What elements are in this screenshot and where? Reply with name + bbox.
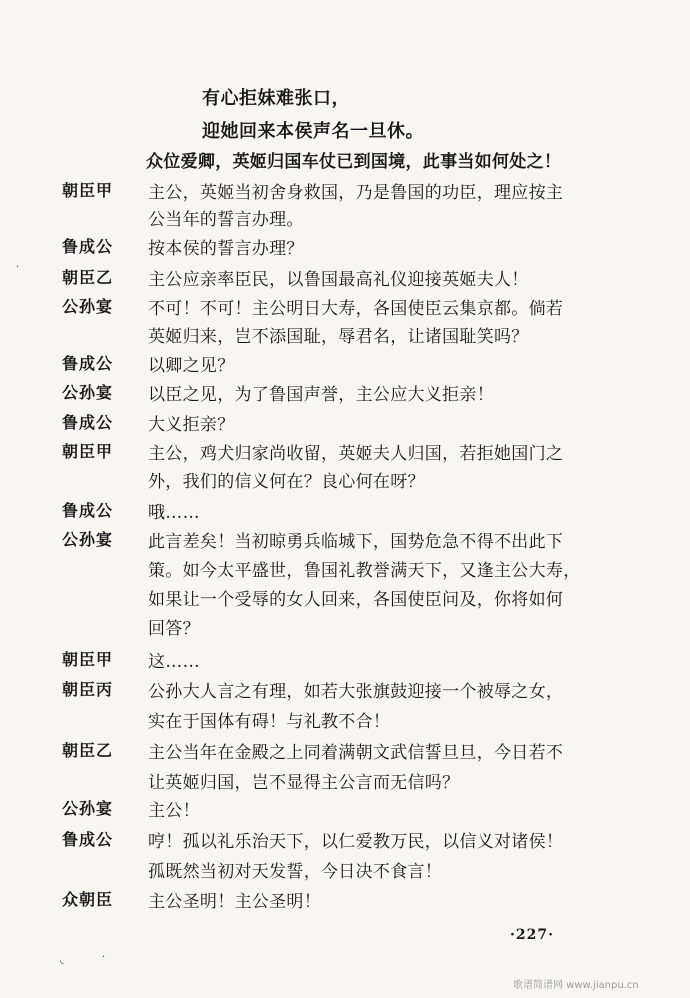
speaker-name: 朝臣丙 [62,680,114,699]
speech-line: 主公圣明！主公圣明！ [148,892,321,912]
speaker-name: 鲁成公 [62,354,114,373]
speech-line: 哼！孤以礼乐治天下，以仁爱教万民，以信义对诸侯！ [148,832,564,852]
speaker-name: 朝臣甲 [62,181,114,200]
speaker-name: 公孙宴 [62,530,114,549]
speech-line: 实在于国体有碍！与礼教不合！ [148,712,391,732]
page-number: ·227· [510,927,554,943]
verse-line-1: 有心拒妹难张口， [202,88,350,109]
speech-line: 按本侯的誓言办理？ [148,239,304,259]
speaker-name: 朝臣乙 [62,268,114,287]
speaker-name: 公孙宴 [62,297,114,316]
speech-line: 如果让一个受辱的女人回来，各国使臣问及，你将如何 [148,590,564,610]
speech-line: 主公当年在金殿之上同着满朝文武信誓旦旦，今日若不 [148,743,564,763]
speech-line: 公当年的誓言办理。 [148,210,304,230]
speech-line: 主公应亲率臣民，以鲁国最高礼仪迎接英姬夫人！ [148,270,529,290]
speech-line: 外，我们的信义何在？良心何在呀？ [148,472,425,492]
speech-line: 大义拒亲？ [148,415,235,435]
speaker-name: 朝臣甲 [62,650,114,669]
speech-line: 孤既然当初对天发誓，今日决不食言！ [148,862,443,882]
opening-line: 众位爱卿，英姬归国车仗已到国境，此事当如何处之！ [146,152,562,172]
speaker-name: 朝臣乙 [62,741,114,760]
speech-line: 以卿之见？ [148,356,235,376]
speech-line: 让英姬归国，岂不显得主公言而无信吗？ [148,773,460,793]
speech-line: 哦…… [148,503,200,523]
speech-line: 主公，英姬当初舍身救国，乃是鲁国的功臣，理应按主 [148,183,564,203]
speech-line: 回答？ [148,619,200,639]
speech-line: 这…… [148,652,200,672]
speech-line: 英姬归来，岂不添国耻，辱君名，让诸国耻笑吗？ [148,327,529,347]
speaker-name: 鲁成公 [62,501,114,520]
print-speck: ◟ [60,955,64,966]
speech-line: 此言差矣！当初晾勇兵临城下，国势危急不得不出此下 [148,532,564,552]
speaker-name: 朝臣甲 [62,442,114,461]
speaker-name: 公孙宴 [62,799,114,818]
verse-line-2: 迎她回来本侯声名一旦休。 [202,121,424,142]
speaker-name: 鲁成公 [62,237,114,256]
speaker-name: 众朝臣 [62,890,114,909]
print-speck: · [102,952,106,963]
speaker-name: 鲁成公 [62,413,114,432]
print-speck: · [16,262,20,273]
speech-line: 主公，鸡犬归家尚收留，英姬夫人归国，若拒她国门之 [148,444,564,464]
speaker-name: 鲁成公 [62,830,114,849]
speaker-name: 公孙宴 [62,383,114,402]
speech-line: 公孙大人言之有理，如若大张旗鼓迎接一个被辱之女， [148,682,564,702]
speech-line: 主公！ [148,801,200,821]
speech-line: 不可！不可！主公明日大寿，各国使臣云集京都。倘若 [148,299,564,319]
watermark: 歌谱简谱网 www.jianpu.cn [513,980,639,991]
speech-line: 以臣之见，为了鲁国声誉，主公应大义拒亲！ [148,385,494,405]
speech-line: 策。如今太平盛世，鲁国礼教誉满天下，又逢主公大寿， [148,561,581,581]
